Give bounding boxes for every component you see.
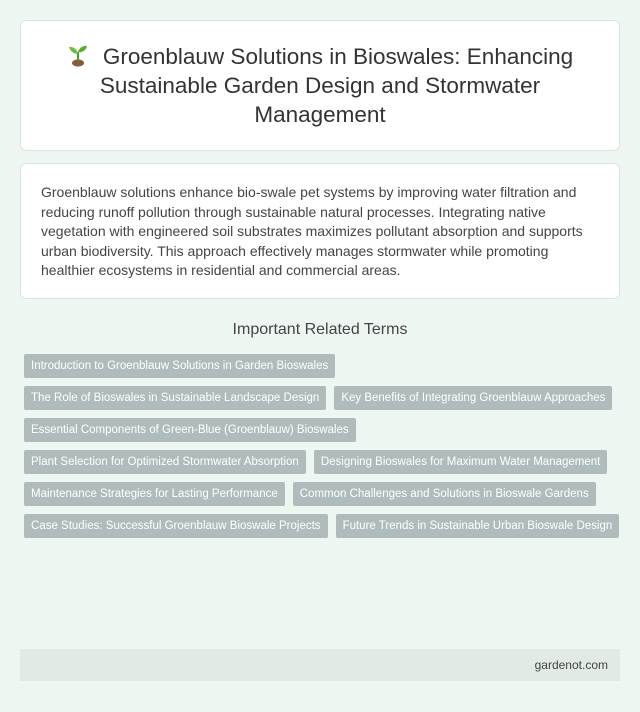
related-term[interactable]: The Role of Bioswales in Sustainable Landscape Design [24,386,326,410]
related-term[interactable]: Maintenance Strategies for Lasting Performance [24,482,285,506]
related-term[interactable]: Future Trends in Sustainable Urban Bioswale Design [336,514,620,538]
footer-domain[interactable]: gardenot.com [534,658,608,672]
related-terms-heading: Important Related Terms [232,321,408,338]
title-card [20,20,620,151]
related-term[interactable]: Introduction to Groenblauw Solutions in Garden Bioswales [24,354,335,378]
page-title-text: Groenblauw Solutions in Bioswales: Enhancing Sustainable Garden Design and Stormwater Management [99,44,574,127]
related-terms-list [24,354,624,538]
related-term[interactable]: Key Benefits of Integrating Groenblauw Approaches [334,386,612,410]
footer [20,649,620,681]
related-term[interactable]: Designing Bioswales for Maximum Water Management [314,450,608,474]
intro-card [20,163,620,299]
intro-text: Groenblauw solutions enhance bio-swale pet systems by improving water filtration and reducing runoff pollution through sustainable natural processes. Integrating native vegetation with engineered soil substrates maximizes pollutant absorption and supports urban biodiversity. This approach effectively manages stormwater while promoting healthier ecosystems in residential and commercial areas. [41,184,583,278]
related-term[interactable]: Plant Selection for Optimized Stormwater Absorption [24,450,306,474]
related-term[interactable]: Essential Components of Green-Blue (Groenblauw) Bioswales [24,418,356,442]
page-title [45,42,595,129]
sprout-icon [67,43,89,67]
related-term[interactable]: Case Studies: Successful Groenblauw Bioswale Projects [24,514,328,538]
related-term[interactable]: Common Challenges and Solutions in Bioswale Gardens [293,482,596,506]
